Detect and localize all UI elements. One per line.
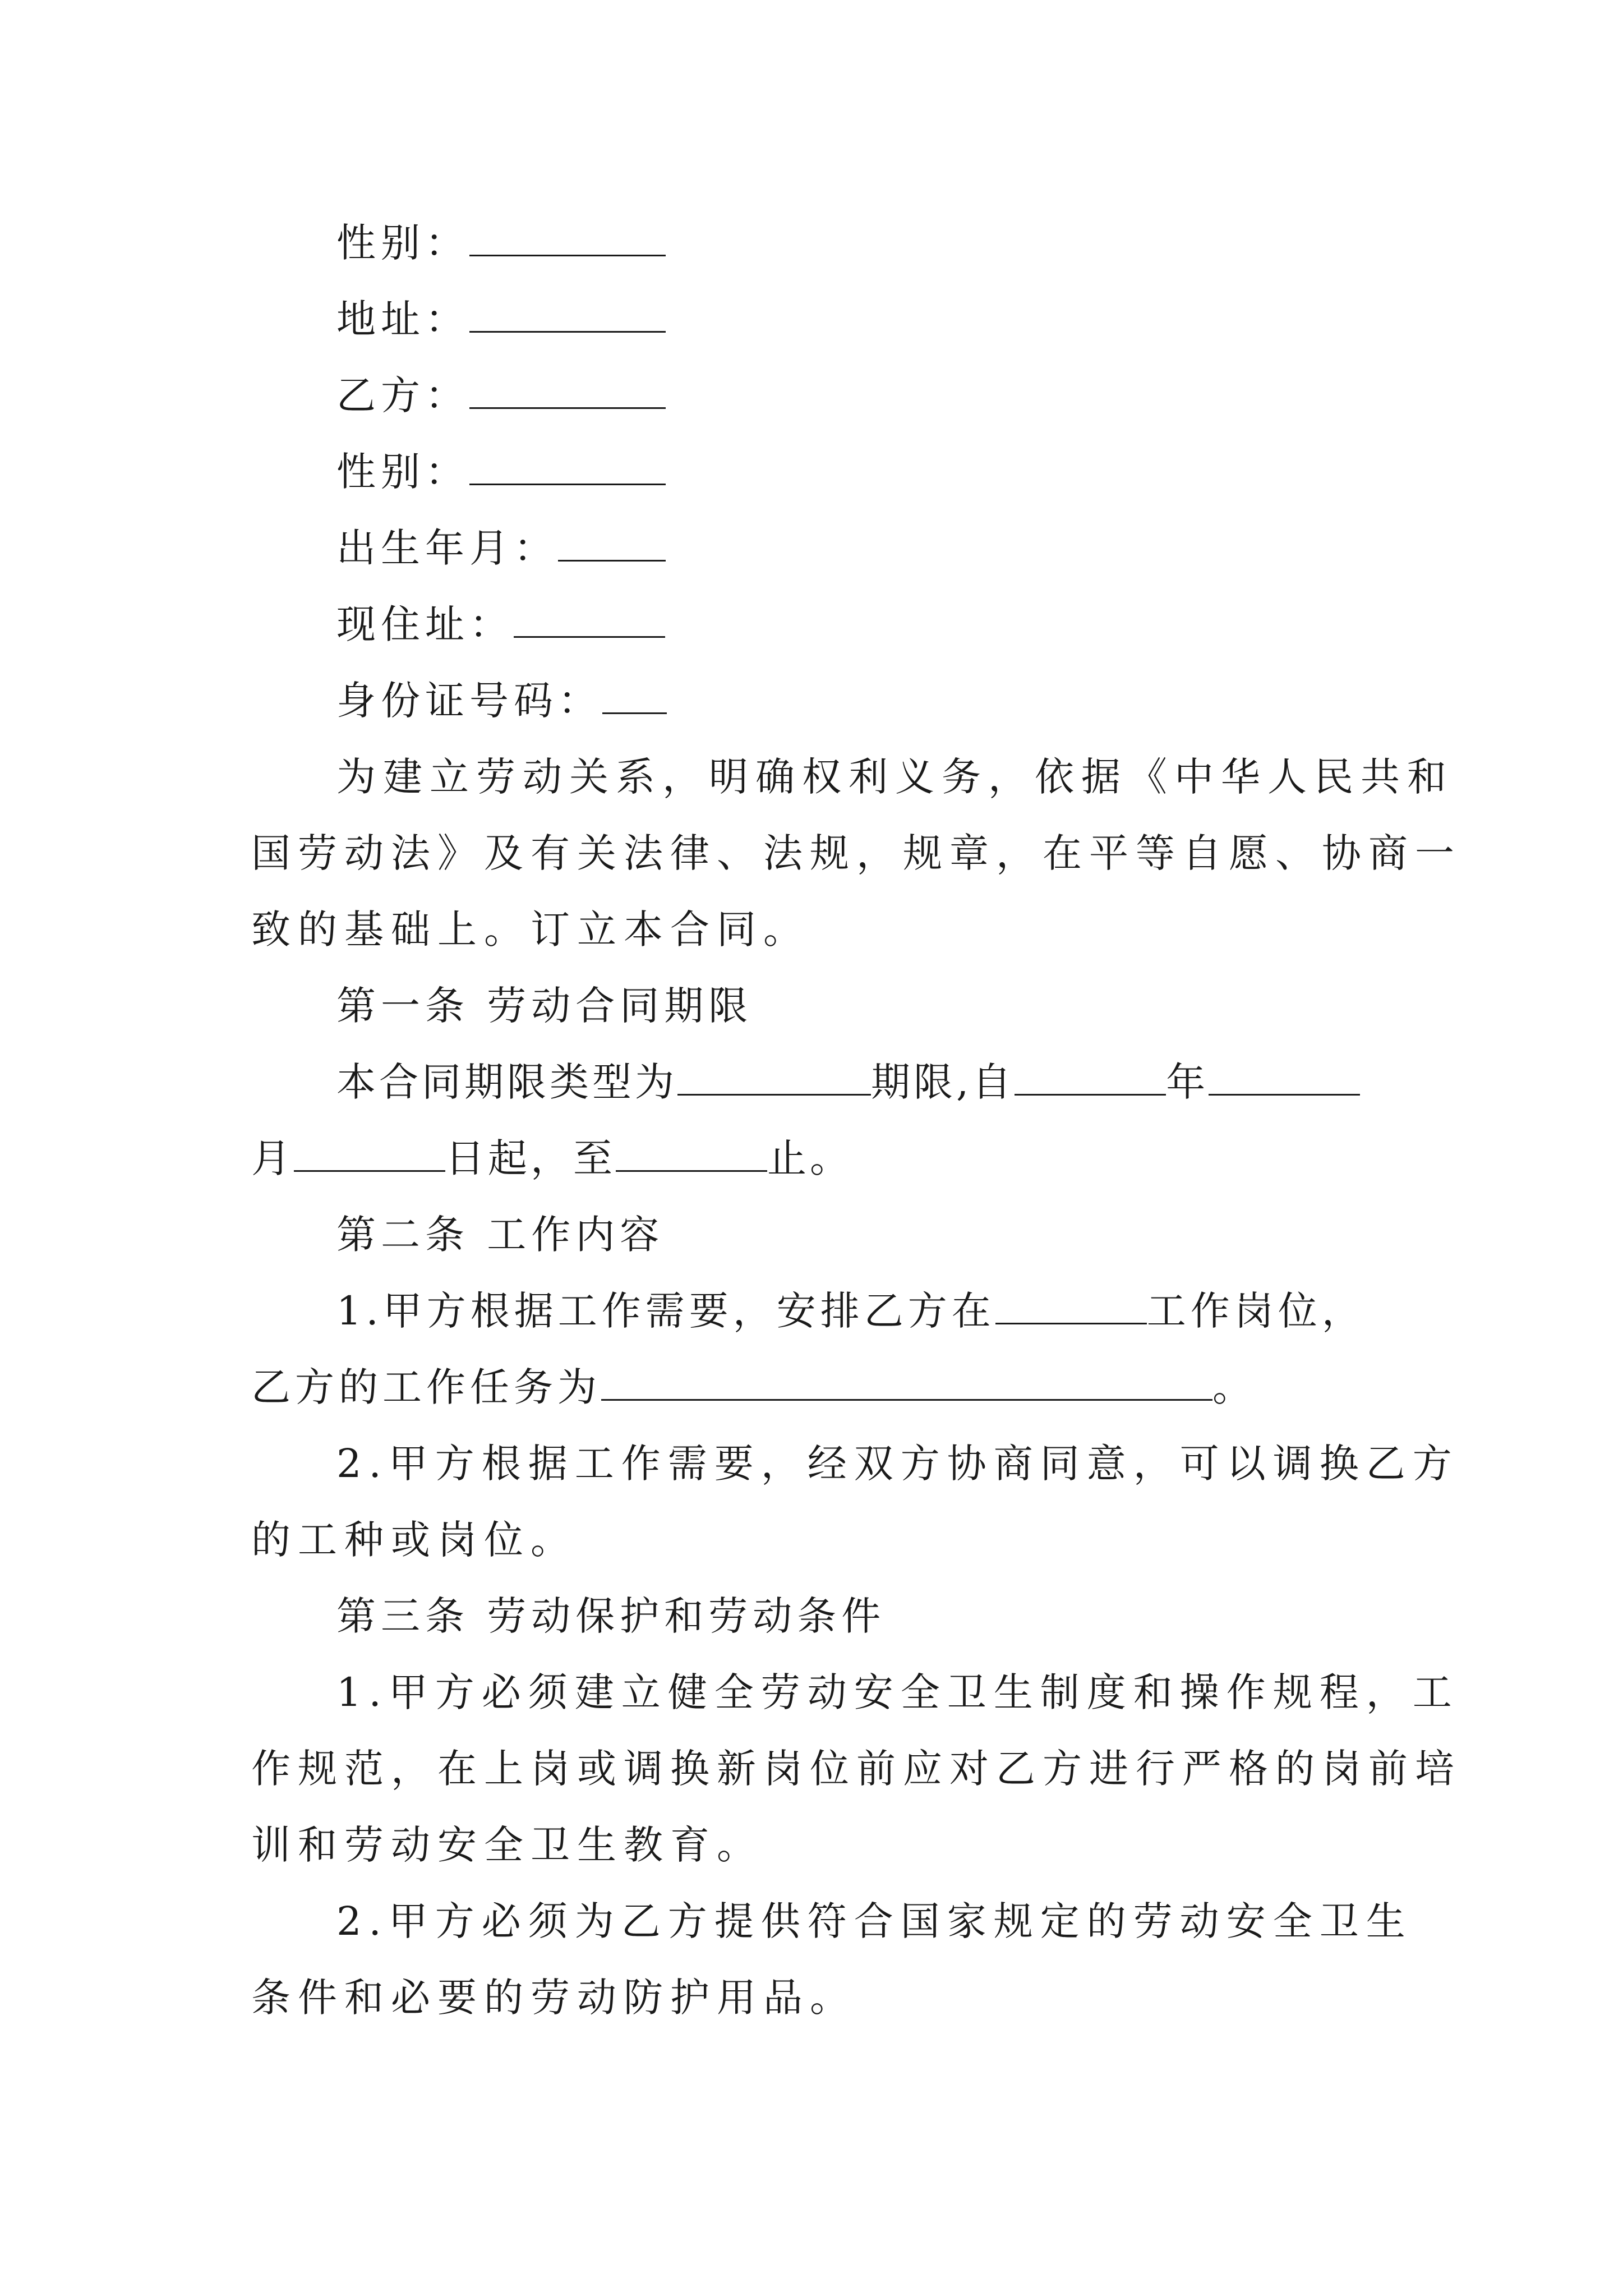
preamble-line-2: 国劳动法》及有关法律、法规，规章，在平等自愿、协商一	[251, 830, 1461, 876]
text: 期限,自	[871, 1059, 1015, 1105]
blank-line[interactable]	[514, 600, 665, 638]
blank-line[interactable]	[677, 1058, 871, 1096]
article-3-item-1-line-1: 1.甲方必须建立健全劳动安全卫生制度和操作规程，工	[336, 1669, 1459, 1715]
article-1-heading: 第一条 劳动合同期限	[336, 983, 753, 1029]
blank-line[interactable]	[469, 371, 666, 409]
text: 工作岗位，	[1146, 1288, 1366, 1334]
field-label: 现住址：	[336, 601, 514, 647]
article-2-item-2-line-1: 2.甲方根据工作需要，经双方协商同意，可以调换乙方	[336, 1441, 1459, 1487]
blank-line[interactable]	[469, 295, 666, 333]
field-label: 性别：	[336, 220, 469, 266]
text: 。	[1212, 1364, 1256, 1410]
blank-line[interactable]	[469, 448, 666, 485]
article-2-item-1-line-1	[336, 1286, 1366, 1336]
article-3-item-2-line-1: 2.甲方必须为乙方提供符合国家规定的劳动安全卫生	[336, 1898, 1413, 1944]
blank-line[interactable]	[1209, 1058, 1360, 1096]
field-gender-a	[336, 218, 666, 268]
article-3-item-1-line-2: 作规范，在上岗或调换新岗位前应对乙方进行严格的岗前培	[251, 1746, 1461, 1792]
field-label: 出生年月：	[336, 525, 558, 571]
field-label: 地址：	[336, 296, 469, 342]
article-1-para-line-1	[336, 1057, 1360, 1107]
text: 乙方的工作任务为	[251, 1364, 601, 1410]
article-3-item-1-line-3: 训和劳动安全卫生教育。	[251, 1822, 763, 1868]
field-address-a	[336, 294, 666, 344]
text: 1.甲方根据工作需要，安排乙方在	[336, 1288, 995, 1334]
field-label: 身份证号码：	[336, 678, 602, 724]
blank-line[interactable]	[1015, 1058, 1166, 1096]
blank-line[interactable]	[601, 1363, 1212, 1401]
field-label: 乙方：	[336, 372, 469, 418]
preamble-line-3: 致的基础上。订立本合同。	[251, 907, 810, 953]
blank-line[interactable]	[995, 1287, 1147, 1324]
field-birth	[336, 523, 666, 573]
text: 月	[251, 1135, 294, 1181]
article-2-item-1-line-2	[251, 1362, 1256, 1412]
text: 止。	[767, 1135, 852, 1181]
article-2-item-2-line-2: 的工种或岗位。	[251, 1517, 577, 1563]
blank-line[interactable]	[294, 1134, 445, 1172]
blank-line[interactable]	[602, 677, 667, 714]
field-party-b	[336, 370, 666, 421]
field-gender-b	[336, 447, 666, 497]
field-current-address	[336, 599, 665, 650]
text: 本合同期限类型为	[336, 1059, 677, 1105]
blank-line[interactable]	[469, 219, 666, 256]
blank-line[interactable]	[616, 1134, 767, 1172]
article-3-heading: 第三条 劳动保护和劳动条件	[336, 1593, 886, 1639]
field-label: 性别：	[336, 449, 469, 495]
blank-line[interactable]	[558, 524, 666, 562]
field-id-number	[336, 675, 667, 726]
preamble-line-1: 为建立劳动关系，明确权利义务，依据《中华人民共和	[336, 754, 1454, 800]
article-1-para-line-2	[251, 1133, 852, 1184]
article-2-heading: 第二条 工作内容	[336, 1212, 665, 1258]
text: 年	[1166, 1059, 1209, 1105]
article-3-item-2-line-2: 条件和必要的劳动防护用品。	[251, 1975, 856, 2021]
text: 日起，至	[445, 1135, 616, 1181]
